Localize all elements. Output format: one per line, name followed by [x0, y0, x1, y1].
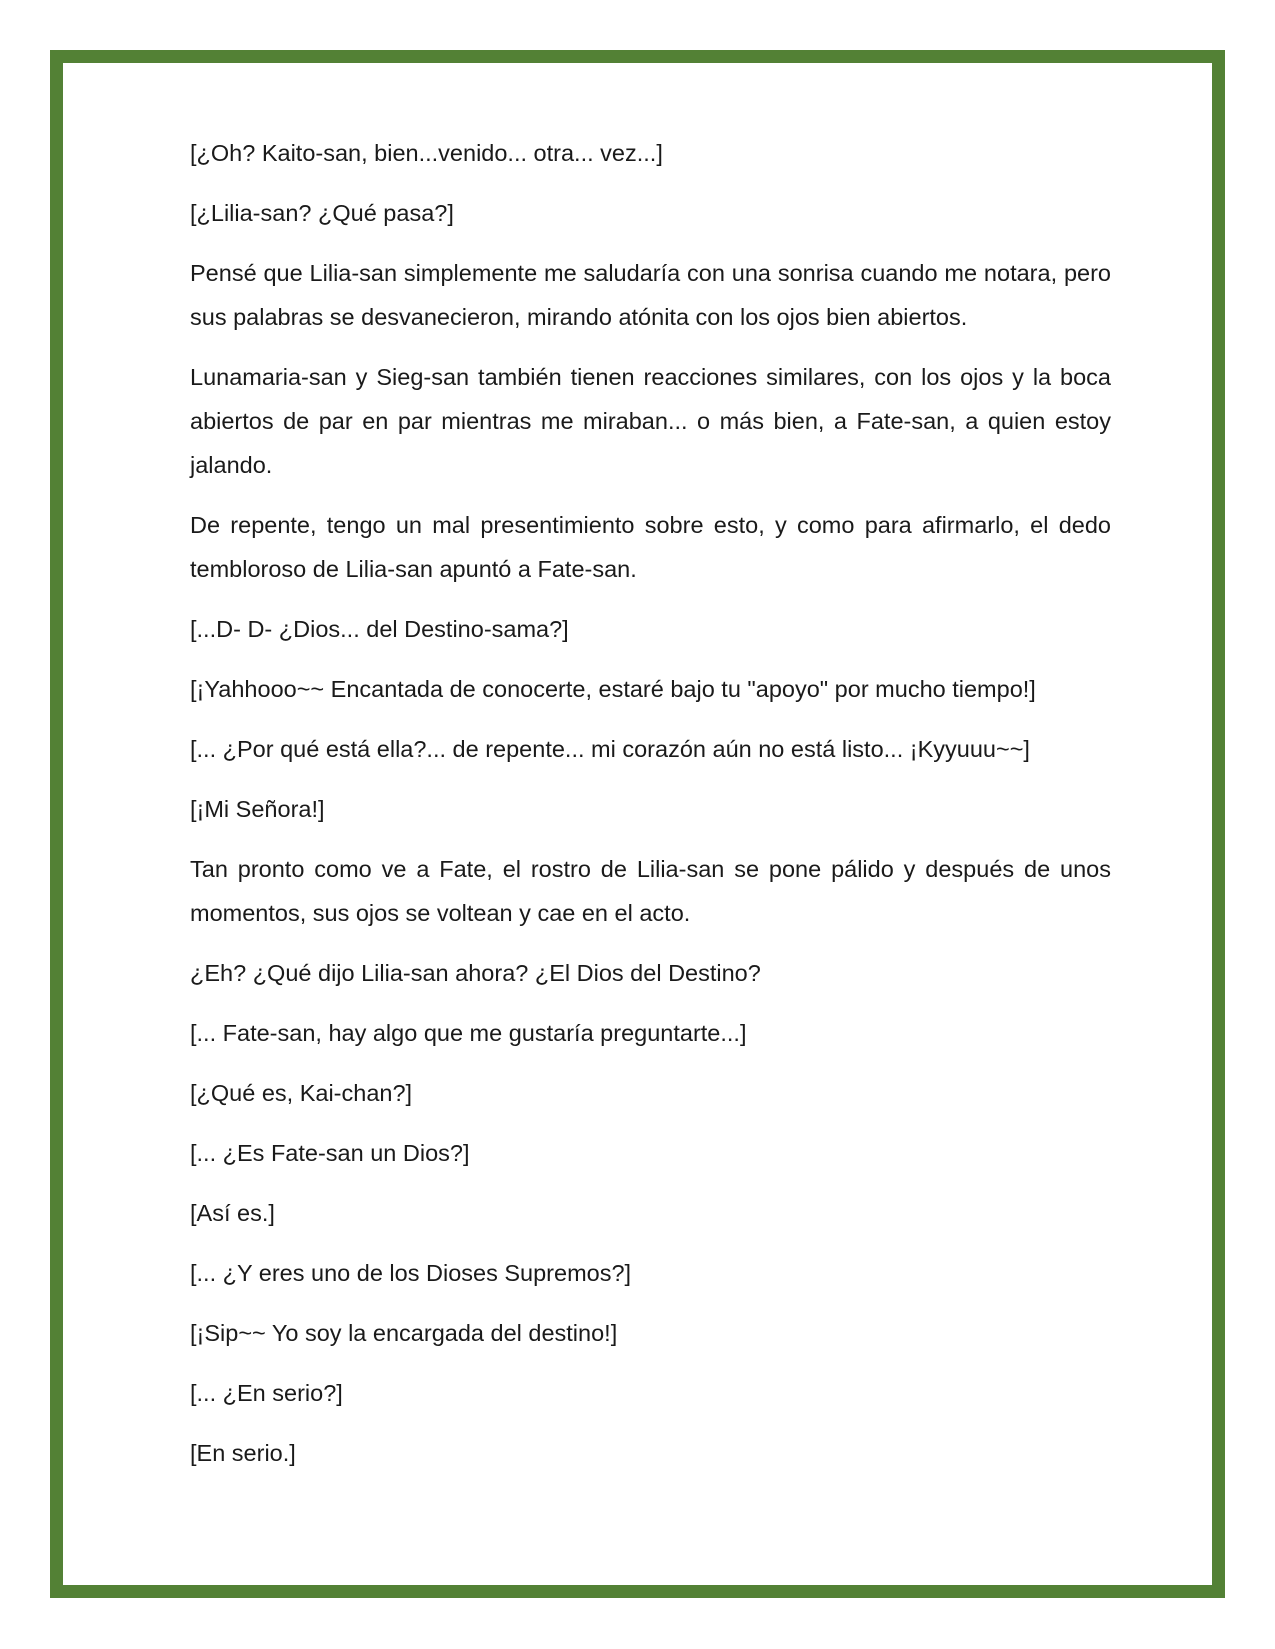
paragraph: [¿Lilia-san? ¿Qué pasa?]: [190, 200, 454, 226]
paragraph: [... ¿Por qué está ella?... de repente... mi corazón aún no está listo... ¡Kyyuuu~~]: [190, 736, 1030, 762]
paragraph: Lunamaria-san y Sieg-san también tienen reacciones similares, con los ojos y la boca abiertos de par en par mientras me miraban... o más bien, a Fate-san, a quien estoy jalando.: [190, 364, 1111, 478]
paragraph: [¿Oh? Kaito-san, bien...venido... otra... vez...]: [190, 140, 663, 166]
paragraph: [En serio.]: [190, 1440, 296, 1466]
paragraph: Pensé que Lilia-san simplemente me saludaría con una sonrisa cuando me notara, pero sus palabras se desvanecieron, mirando atónita con los ojos bien abiertos.: [190, 260, 1111, 330]
paragraph: [¡Yahhooo~~ Encantada de conocerte, estaré bajo tu "apoyo" por mucho tiempo!]: [190, 676, 1036, 702]
paragraph: [¡Sip~~ Yo soy la encargada del destino!]: [190, 1320, 618, 1346]
paragraph: [¿Qué es, Kai-chan?]: [190, 1080, 413, 1106]
paragraph: [... ¿Es Fate-san un Dios?]: [190, 1140, 470, 1166]
page-border-frame: [50, 50, 1225, 1598]
paragraph: ¿Eh? ¿Qué dijo Lilia-san ahora? ¿El Dios del Destino?: [190, 960, 761, 986]
paragraph: [...D- D- ¿Dios... del Destino-sama?]: [190, 616, 569, 642]
paragraph: [... Fate-san, hay algo que me gustaría preguntarte...]: [190, 1020, 747, 1046]
paragraph: [Así es.]: [190, 1200, 275, 1226]
paragraph: [¡Mi Señora!]: [190, 796, 325, 822]
paragraph: Tan pronto como ve a Fate, el rostro de Lilia-san se pone pálido y después de unos momentos, sus ojos se voltean y cae en el acto.: [190, 856, 1111, 926]
document-body: [190, 131, 1111, 1491]
paragraph: [... ¿En serio?]: [190, 1380, 343, 1406]
paragraph: De repente, tengo un mal presentimiento sobre esto, y como para afirmarlo, el dedo tembloroso de Lilia-san apuntó a Fate-san.: [190, 512, 1111, 582]
paragraph: [... ¿Y eres uno de los Dioses Supremos?]: [190, 1260, 632, 1286]
